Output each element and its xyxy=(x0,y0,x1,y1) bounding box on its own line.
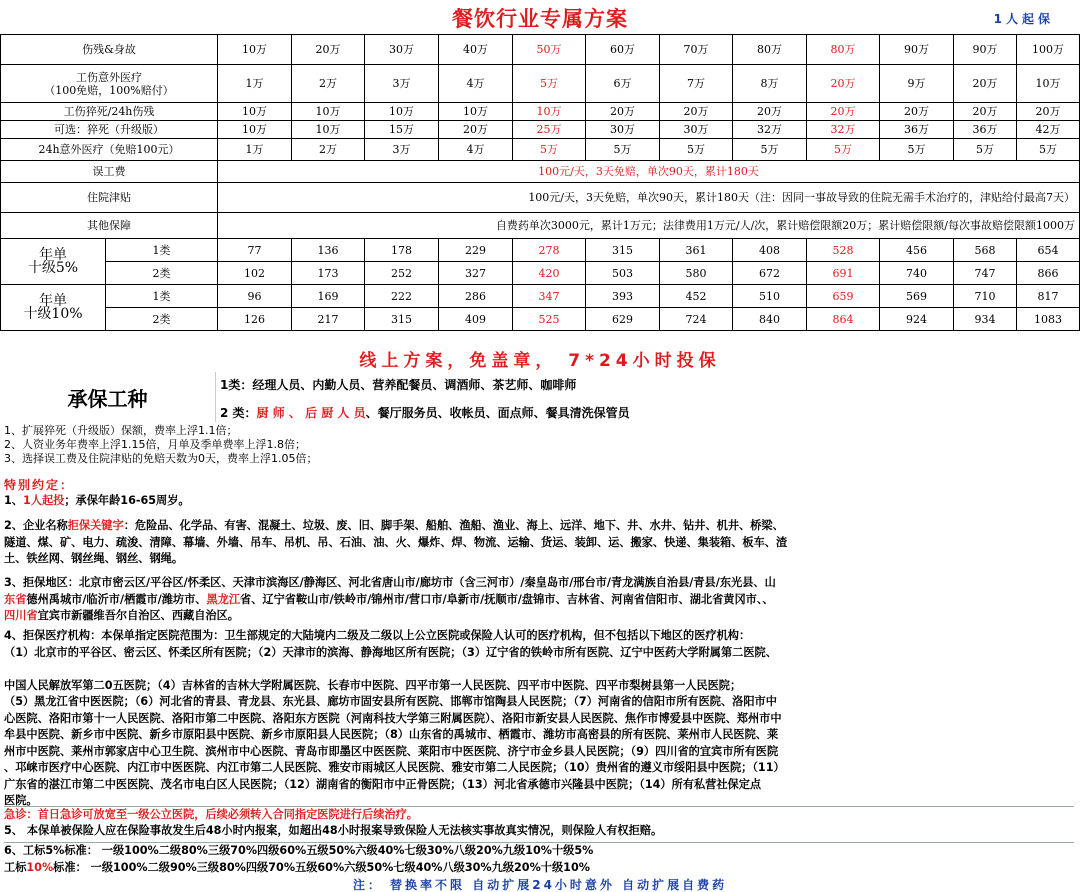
value-cell: 659 xyxy=(807,285,880,308)
value-cell: 3万 xyxy=(365,65,439,103)
value-cell: 327 xyxy=(439,262,513,285)
row-label: 住院津贴 xyxy=(1,183,218,213)
value-cell: 361 xyxy=(660,239,733,262)
item6-highlight: 10% xyxy=(26,860,54,874)
special-title: 特别约定： xyxy=(4,478,75,492)
block-line: 土、铁丝网、钢丝绳、钢丝、钢绳。 xyxy=(4,552,184,565)
value-cell: 934 xyxy=(954,308,1017,331)
min-buy-note: 1人起保 xyxy=(993,12,1054,26)
rule-item: 2、人资业务年费率上浮1.15倍，月单及季单费率上浮1.8倍； xyxy=(4,438,306,451)
value-cell: 724 xyxy=(660,308,733,331)
item6-line-a: 6、工标5%标准： 一级100%二级80%三级70%四级60%五级50%六级40%七级30%八级20%九级10%十级5% xyxy=(4,844,594,857)
value-cell: 10万 xyxy=(513,103,586,121)
occupation-class2 xyxy=(220,404,630,421)
value-cell: 10万 xyxy=(218,121,292,139)
price-group-line2: 十级10% xyxy=(23,305,83,322)
price-row xyxy=(1,285,1080,308)
value-cell: 178 xyxy=(365,239,439,262)
text-row xyxy=(1,183,1080,213)
block-line: 牟县中医院、新乡市中医院、新乡市原阳县中医院、新乡市原阳县人民医院；（8）山东省的禹城市、栖霞市、潍坊市高密县的所有医院、莱州市人民医院、莱 xyxy=(4,728,779,741)
value-cell: 691 xyxy=(807,262,880,285)
block-line: 东省德州禹城市/临沂市/栖霞市/潍坊市、黑龙江省、辽宁省鞍山市/铁岭市/锦州市/营口市/阜新市/抚顺市/盘锦市、吉林省、河南省信阳市、湖北省黄冈市、、 xyxy=(4,592,774,606)
item1-highlight: 1人起投 xyxy=(22,494,65,507)
value-cell: 80万 xyxy=(807,35,880,65)
value-cell: 315 xyxy=(365,308,439,331)
value-cell: 217 xyxy=(292,308,365,331)
value-cell: 5万 xyxy=(1017,139,1080,161)
value-cell: 20万 xyxy=(954,65,1017,103)
value-cell: 2万 xyxy=(292,139,365,161)
value-cell: 5万 xyxy=(954,139,1017,161)
row-text: 100元/天，3天免赔，单次90天，累计180天 xyxy=(218,161,1080,183)
value-cell: 7万 xyxy=(660,65,733,103)
occupation-title: 承保工种 xyxy=(67,386,148,411)
block-line: 中国人民解放军第二0五医院；（4）吉林省的吉林大学附属医院、长春市中医院、四平市第一人民医院、四平市中医院、四平市梨树县第一人民医院； xyxy=(4,678,742,692)
value-cell: 10万 xyxy=(292,103,365,121)
value-cell: 528 xyxy=(807,239,880,262)
value-cell: 286 xyxy=(439,285,513,308)
value-cell: 1万 xyxy=(218,65,292,103)
value-cell: 580 xyxy=(660,262,733,285)
item5-text: 5、 本保单被保险人应在保险事故发生后48小时内报案，如超出48小时报案导致保险人无法核实事故真实情况，则保险人有权拒赔。 xyxy=(4,824,663,837)
value-cell: 20万 xyxy=(439,121,513,139)
value-cell: 1083 xyxy=(1017,308,1080,331)
rule-item: 3、选择误工费及住院津贴的免赔天数为0天，费率上浮1.05倍； xyxy=(4,452,318,465)
price-row xyxy=(1,308,1080,331)
item6-prefix: 工标 xyxy=(4,860,27,874)
price-group-label xyxy=(1,285,106,331)
price-row xyxy=(1,262,1080,285)
value-cell: 4万 xyxy=(439,139,513,161)
value-cell: 5万 xyxy=(513,65,586,103)
benefit-row xyxy=(1,65,1080,103)
value-cell: 747 xyxy=(954,262,1017,285)
block-line: （5）黑龙江省中医医院；（6）河北省的青县、青龙县、东光县、廊坊市固安县所有医院、邯郸市馆陶县人民医院；（7）河南省的信阳市所有医院、洛阳市中 xyxy=(4,695,777,708)
value-cell: 10万 xyxy=(292,121,365,139)
rule-item: 1、扩展猝死（升级版）保额，费率上浮1.1倍； xyxy=(4,424,238,437)
block-line: 、邛崃市医疗中心医院、内江市中医医院、内江市第二人民医院、雅安市雨城区人民医院、雅安市第二人民医院；（10）贵州省的遵义市绥阳县中医院；（11） xyxy=(4,761,785,774)
class-label: 2类 xyxy=(106,262,218,285)
value-cell: 32万 xyxy=(733,121,807,139)
urgent-note xyxy=(4,806,1074,824)
value-cell: 408 xyxy=(733,239,807,262)
value-cell: 136 xyxy=(292,239,365,262)
value-cell: 278 xyxy=(513,239,586,262)
value-cell: 569 xyxy=(880,285,954,308)
value-cell: 5万 xyxy=(660,139,733,161)
benefit-row xyxy=(1,35,1080,65)
row-label: 其他保障 xyxy=(1,213,218,239)
price-group-line1: 年单 xyxy=(39,292,67,309)
row-text: 自费药单次3000元，累计1万元；法律费用1万元/人/次，累计赔偿限额20万；累计赔偿限额/每次事故赔偿限额1000万 xyxy=(218,213,1080,239)
price-group-line1: 年单 xyxy=(39,246,67,263)
value-cell: 30万 xyxy=(586,121,660,139)
class-label: 2类 xyxy=(106,308,218,331)
value-cell: 1万 xyxy=(218,139,292,161)
value-cell: 629 xyxy=(586,308,660,331)
special-item-4 xyxy=(4,628,1074,810)
special-item-5 xyxy=(4,823,1074,840)
value-cell: 710 xyxy=(954,285,1017,308)
value-cell: 347 xyxy=(513,285,586,308)
occupation-section xyxy=(0,372,1080,422)
value-cell: 568 xyxy=(954,239,1017,262)
value-cell: 20万 xyxy=(880,103,954,121)
value-cell: 672 xyxy=(733,262,807,285)
row-text: 100元/天，3天免赔，单次90天，累计180天（注：因同一事故导致的住院无需手术治疗的，津贴给付最高7天） xyxy=(218,183,1080,213)
value-cell: 393 xyxy=(586,285,660,308)
row-label: 工伤猝死/24h伤残 xyxy=(1,103,218,121)
value-cell: 96 xyxy=(218,285,292,308)
value-cell: 30万 xyxy=(365,35,439,65)
value-cell: 30万 xyxy=(660,121,733,139)
value-cell: 50万 xyxy=(513,35,586,65)
item1-text: ；承保年龄16-65周岁。 xyxy=(64,494,190,507)
value-cell: 2万 xyxy=(292,65,365,103)
value-cell: 409 xyxy=(439,308,513,331)
block-line: 2、企业名称拒保关键字：危险品、化学品、有害、混凝土、垃圾、废、旧、脚手架、船舶、渔船、渔业、海上、远洋、地下、井、水井、钻井、机井、桥梁、 xyxy=(4,519,784,532)
block-line: 医院。 xyxy=(4,794,38,807)
block-line: 心医院、洛阳市第十一人民医院、洛阳市第二中医院、洛阳东方医院（河南科技大学第三附属医院）、洛阳市新安县人民医院、焦作市博爱县中医院、郑州市中 xyxy=(4,711,782,725)
value-cell: 25万 xyxy=(513,121,586,139)
value-cell: 840 xyxy=(733,308,807,331)
row-label xyxy=(1,65,218,103)
value-cell: 420 xyxy=(513,262,586,285)
row-label: 伤残&身故 xyxy=(1,35,218,65)
value-cell: 90万 xyxy=(880,35,954,65)
value-cell: 126 xyxy=(218,308,292,331)
price-row xyxy=(1,239,1080,262)
special-item-6 xyxy=(4,842,1074,876)
value-cell: 10万 xyxy=(218,103,292,121)
class2-suffix: 、餐厅服务员、收帐员、面点师、餐具清洗保管员 xyxy=(365,406,630,420)
value-cell: 5万 xyxy=(880,139,954,161)
class2-highlight: 厨 师 、 后 厨 人 员 xyxy=(256,406,366,420)
value-cell: 60万 xyxy=(586,35,660,65)
row-label: 可选：猝死（升级版） xyxy=(1,121,218,139)
value-cell: 864 xyxy=(807,308,880,331)
value-cell: 452 xyxy=(660,285,733,308)
value-cell: 32万 xyxy=(807,121,880,139)
value-cell: 503 xyxy=(586,262,660,285)
value-cell: 169 xyxy=(292,285,365,308)
block-line: （1）北京市的平谷区、密云区、怀柔区所有医院；（2）天津市的滨海、静海地区所有医院；（3）辽宁省的铁岭市所有医院、辽宁中医药大学附属第二医院、 xyxy=(4,645,777,659)
value-cell: 510 xyxy=(733,285,807,308)
page-title: 餐饮行业专属方案 xyxy=(452,7,628,31)
value-cell: 102 xyxy=(218,262,292,285)
value-cell: 5万 xyxy=(586,139,660,161)
row-label: 误工费 xyxy=(1,161,218,183)
row-label-main: 工伤意外医疗 xyxy=(76,70,142,84)
footer-note: 注： 替换率不限 自动扩展24小时意外 自动扩展自费药 xyxy=(352,878,728,892)
value-cell: 36万 xyxy=(880,121,954,139)
value-cell: 222 xyxy=(365,285,439,308)
value-cell: 10万 xyxy=(365,103,439,121)
value-cell: 866 xyxy=(1017,262,1080,285)
occupation-class1: 1类：经理人员、内勤人员、营养配餐员、调酒师、茶艺师、咖啡师 xyxy=(220,378,577,392)
value-cell: 20万 xyxy=(733,103,807,121)
text-row xyxy=(1,161,1080,183)
value-cell: 36万 xyxy=(954,121,1017,139)
block-line: 州市中医院、莱州市郭家店中心卫生院、滨州市中心医院、青岛市即墨区中医医院、莱阳市中医医院、济宁市金乡县人民医院；（9）四川省的宜宾市所有医院 xyxy=(4,744,779,758)
value-cell: 70万 xyxy=(660,35,733,65)
value-cell: 654 xyxy=(1017,239,1080,262)
block-line: 四川省宜宾市新疆维吾尔自治区、西藏自治区。 xyxy=(4,609,239,622)
row-label: 24h意外医疗（免赔100元） xyxy=(1,139,218,161)
benefit-row xyxy=(1,103,1080,121)
value-cell: 525 xyxy=(513,308,586,331)
value-cell: 20万 xyxy=(954,103,1017,121)
value-cell: 6万 xyxy=(586,65,660,103)
special-item-2 xyxy=(4,518,1074,568)
value-cell: 173 xyxy=(292,262,365,285)
value-cell: 252 xyxy=(365,262,439,285)
value-cell: 20万 xyxy=(1017,103,1080,121)
block-line: 广东省的湛江市第二中医医院、茂名市电白区人民医院；（12）湖南省的衡阳市中正骨医院；（13）河北省承德市兴隆县中医院；（14）所有私营社保定点 xyxy=(4,777,762,791)
item6-suffix: 标准： 一级100%二级90%三级80%四级70%五级60%六级50%七级40%八级30%九级20%十级10% xyxy=(53,860,590,874)
benefit-row xyxy=(1,121,1080,139)
value-cell: 456 xyxy=(880,239,954,262)
value-cell: 10万 xyxy=(1017,65,1080,103)
value-cell: 740 xyxy=(880,262,954,285)
block-line: 3、拒保地区：北京市密云区/平谷区/怀柔区、天津市滨海区/静海区、河北省唐山市/廊坊市（含三河市）/秦皇岛市/邢台市/青龙满族自治县/青县/东光县、山 xyxy=(4,576,776,589)
block-line: 4、拒保医疗机构：本保单指定医院范围为：卫生部规定的大陆境内二级及二级以上公立医院或保险人认可的医疗机构，但不包括以下地区的医疗机构： xyxy=(4,629,751,642)
divider xyxy=(215,372,216,422)
value-cell: 42万 xyxy=(1017,121,1080,139)
value-cell: 10万 xyxy=(439,103,513,121)
class-label: 1类 xyxy=(106,285,218,308)
value-cell: 4万 xyxy=(439,65,513,103)
text-row xyxy=(1,213,1080,239)
value-cell: 3万 xyxy=(365,139,439,161)
urgent-text: 首日急诊可放宽至一级公立医院，后续必须转入合同指定医院进行后续治疗。 xyxy=(37,808,418,821)
online-banner: 线上方案，免盖章， 7*24小时投保 xyxy=(359,351,721,371)
benefit-row xyxy=(1,139,1080,161)
value-cell: 924 xyxy=(880,308,954,331)
special-item-1 xyxy=(4,493,1074,510)
class2-prefix: 2 类： xyxy=(220,406,257,420)
plan-table xyxy=(0,34,1080,331)
value-cell: 5万 xyxy=(733,139,807,161)
value-cell: 20万 xyxy=(660,103,733,121)
value-cell: 77 xyxy=(218,239,292,262)
value-cell: 40万 xyxy=(439,35,513,65)
value-cell: 9万 xyxy=(880,65,954,103)
title-bar xyxy=(0,0,1080,34)
value-cell: 80万 xyxy=(733,35,807,65)
class-label: 1类 xyxy=(106,239,218,262)
value-cell: 15万 xyxy=(365,121,439,139)
value-cell: 229 xyxy=(439,239,513,262)
rate-rules xyxy=(4,424,1076,466)
value-cell: 8万 xyxy=(733,65,807,103)
block-line: 隧道、煤、矿、电力、疏浚、清障、幕墙、外墙、吊车、吊机、吊、石油、油、火、爆炸、焊、物流、运输、货运、装卸、运、搬家、快递、集装箱、板车、渣 xyxy=(4,535,788,549)
value-cell: 20万 xyxy=(292,35,365,65)
value-cell: 90万 xyxy=(954,35,1017,65)
value-cell: 20万 xyxy=(807,65,880,103)
value-cell: 20万 xyxy=(807,103,880,121)
price-group-line2: 十级5% xyxy=(27,259,79,276)
row-label-sub: （100免赔，100%赔付） xyxy=(44,83,174,97)
value-cell: 100万 xyxy=(1017,35,1080,65)
special-item-3 xyxy=(4,575,1074,625)
value-cell: 10万 xyxy=(218,35,292,65)
value-cell: 20万 xyxy=(586,103,660,121)
item1-prefix: 1、 xyxy=(4,494,23,507)
value-cell: 817 xyxy=(1017,285,1080,308)
value-cell: 315 xyxy=(586,239,660,262)
urgent-label: 急诊： xyxy=(4,808,38,821)
value-cell: 5万 xyxy=(807,139,880,161)
price-group-label xyxy=(1,239,106,285)
block-line xyxy=(4,661,1074,678)
value-cell: 5万 xyxy=(513,139,586,161)
